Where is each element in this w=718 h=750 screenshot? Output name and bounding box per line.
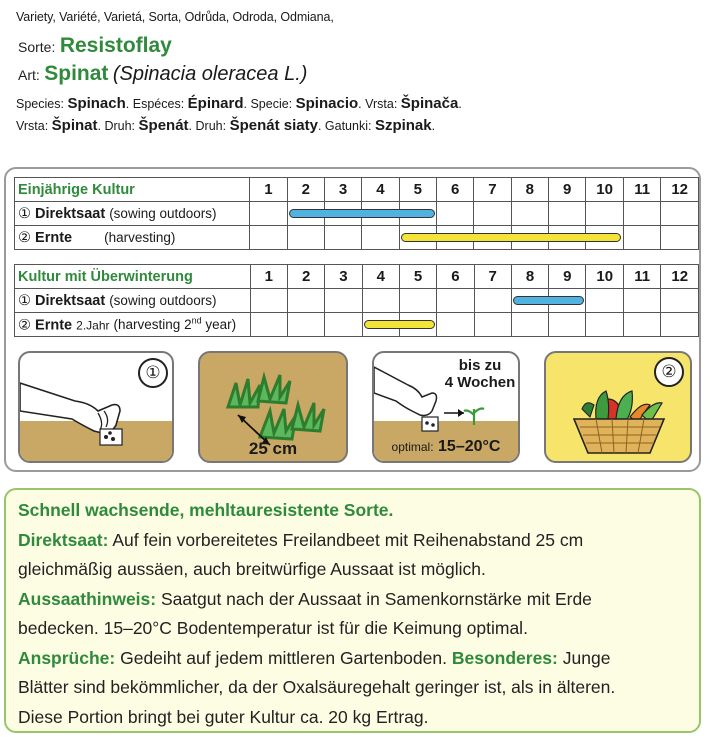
month-cell: 9	[549, 265, 586, 289]
section-text: Gedeiht auf jedem mittleren Gartenboden.	[120, 647, 447, 668]
activity-translation: (sowing outdoors)	[109, 205, 217, 221]
activity-translation: (harvesting)	[104, 229, 176, 245]
month-cell: 4	[362, 178, 399, 202]
species-value: Épinard	[187, 95, 244, 112]
month-cell: 8	[511, 178, 548, 202]
month-cell: 8	[511, 265, 548, 289]
species-line-2: Vrsta: Špinat. Druh: Špenát. Druh: Špenát siaty. Gatunki: Szpinak.	[16, 117, 436, 134]
species-label: Gatunki:	[324, 119, 372, 133]
activity-year: 2.Jahr	[76, 318, 110, 333]
month-cell: 5	[399, 265, 436, 289]
description-line: gleichmäßig aussäen, auch breitwürfige Aussaat ist möglich.	[18, 559, 486, 579]
species-label: Species:	[16, 97, 64, 111]
activity-label: Ernte	[35, 229, 73, 246]
calendar-row	[15, 289, 699, 313]
section-label: Ansprüche:	[18, 647, 116, 668]
description-line	[18, 526, 687, 556]
optimal-value: 15–20°C	[438, 438, 501, 455]
step-number: ①	[18, 292, 31, 309]
species-label: Vrsta:	[365, 97, 398, 111]
description-line	[18, 585, 687, 615]
harvest-bar	[401, 233, 622, 242]
month-cell: 2	[287, 178, 324, 202]
month-cell: 3	[325, 265, 362, 289]
harvest-bar	[364, 320, 435, 329]
group-title: Kultur mit Überwinterung	[15, 265, 251, 289]
row-label	[15, 313, 251, 337]
sorte-row	[18, 34, 172, 58]
month-cell: 5	[399, 178, 436, 202]
species-label: Druh:	[195, 119, 227, 133]
sowing-calendar-panel	[4, 167, 701, 472]
sowing-illustration	[18, 351, 174, 463]
art-label: Art:	[18, 67, 40, 83]
species-value: Spinach	[67, 95, 126, 112]
sowing-bar	[513, 296, 584, 305]
description-box	[4, 488, 701, 733]
section-text: Saatgut nach der Aussaat in Samenkornstärke mit Erde	[160, 588, 592, 609]
translation-sup: nd	[191, 315, 202, 326]
species-line-1: Species: Spinach. Espéces: Épinard. Specie: Spinacio. Vrsta: Špinača.	[16, 95, 462, 112]
month-cell: 4	[362, 265, 399, 289]
row-label	[15, 202, 250, 226]
month-cell: 11	[623, 265, 660, 289]
germination-time-line1: bis zu	[458, 357, 502, 374]
description-line	[18, 644, 687, 674]
section-label: Aussaathinweis:	[18, 588, 157, 609]
row-spacing-label: 25 cm	[248, 439, 298, 458]
art-row	[18, 62, 307, 86]
month-cell: 12	[661, 178, 699, 202]
month-cell: 6	[436, 178, 473, 202]
month-cell: 11	[623, 178, 661, 202]
variety-line: Variety, Variété, Varietá, Sorta, Odrůda, Odroda, Odmiana,	[16, 10, 334, 24]
activity-label: Ernte	[35, 317, 73, 334]
optimal-temperature	[374, 438, 518, 456]
calendar-table-overwinter	[14, 264, 699, 337]
section-label: Besonderes:	[451, 647, 558, 668]
activity-label: Direktsaat	[35, 205, 106, 222]
step-number: ②	[18, 229, 31, 246]
optimal-label: optimal:	[391, 440, 434, 454]
month-cell: 7	[474, 178, 511, 202]
activity-translation: (sowing outdoors)	[109, 292, 217, 308]
translation-part: year)	[201, 317, 237, 333]
variety-name: Resistoflay	[59, 34, 172, 57]
species-label: Specie:	[250, 97, 293, 111]
step-number-badge: ①	[138, 358, 168, 388]
month-cell: 10	[586, 265, 624, 289]
species-label: Espéces:	[132, 97, 185, 111]
description-line: Blätter sind bekömmlicher, da der Oxalsäuregehalt geringer ist, als in älteren.	[18, 677, 616, 697]
month-cell: 9	[548, 178, 585, 202]
species-value: Špenát siaty	[229, 117, 318, 134]
species-name: Spinat	[44, 62, 109, 85]
germination-illustration	[372, 351, 520, 463]
month-cell: 10	[586, 178, 624, 202]
description-line: bedecken. 15–20°C Bodentemperatur ist für die Keimung optimal.	[18, 618, 528, 638]
description-headline: Schnell wachsende, mehltauresistente Sorte.	[18, 500, 394, 520]
sowing-bar	[289, 209, 435, 218]
calendar-header-row	[15, 178, 699, 202]
month-cell: 2	[287, 265, 324, 289]
species-value: Szpinak	[374, 117, 432, 134]
species-value: Spinacio	[295, 95, 359, 112]
translation-part: (harvesting 2	[113, 317, 192, 333]
month-cell: 1	[250, 265, 287, 289]
row-label	[15, 226, 250, 250]
species-label: Druh:	[104, 119, 136, 133]
species-value: Špinača	[400, 95, 459, 112]
month-cell: 6	[437, 265, 474, 289]
month-cell: 1	[250, 178, 287, 202]
calendar-row	[15, 313, 699, 337]
activity-label: Direktsaat	[35, 292, 106, 309]
species-value: Špinat	[51, 117, 98, 134]
row-label	[15, 289, 251, 313]
row-spacing-illustration	[198, 351, 348, 463]
calendar-header-row	[15, 265, 699, 289]
section-label: Direktsaat:	[18, 529, 109, 550]
month-cell: 3	[324, 178, 361, 202]
month-cell: 12	[661, 265, 699, 289]
germination-time-line2: 4 Wochen	[444, 374, 516, 391]
harvest-illustration	[544, 351, 692, 463]
step-number: ①	[18, 205, 31, 222]
species-value: Špenát	[138, 117, 189, 134]
section-text: Junge	[562, 647, 611, 668]
germination-time	[444, 357, 516, 391]
sorte-label: Sorte:	[18, 39, 56, 55]
latin-name: (Spinacia oleracea L.)	[112, 63, 308, 85]
description-line: Diese Portion bringt bei guter Kultur ca. 20 kg Ertrag.	[18, 706, 429, 727]
activity-translation	[114, 317, 237, 332]
group-title: Einjährige Kultur	[15, 178, 250, 202]
section-text: Auf fein vorbereitetes Freilandbeet mit Reihenabstand 25 cm	[112, 529, 584, 550]
step-number-badge: ②	[654, 357, 684, 387]
step-number: ②	[18, 317, 31, 334]
month-cell: 7	[474, 265, 511, 289]
species-label: Vrsta:	[16, 119, 49, 133]
